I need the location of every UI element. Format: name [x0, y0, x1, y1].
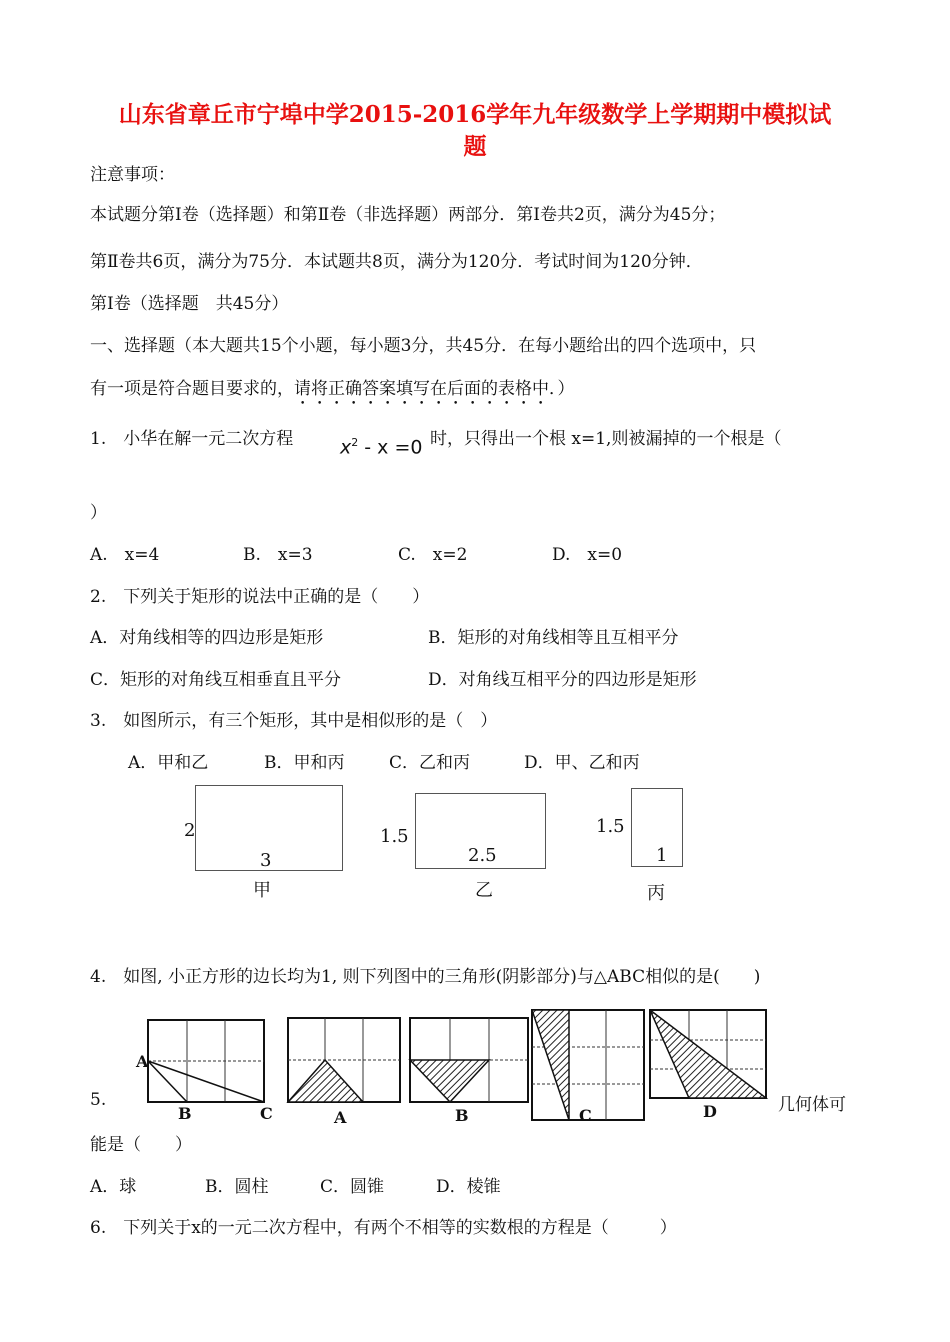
instruction-emphasis: 请将正确答案填写在后面的表格中 [294, 379, 549, 399]
q1-close: ） [90, 503, 107, 523]
q5-line2: 能是（ ） [90, 1135, 192, 1155]
q1-prefix: 1. 小华在解一元二次方程 [90, 429, 294, 449]
rect-yi-side-label: 1.5 [380, 826, 409, 847]
q6-stem: 6. 下列关于x的一元二次方程中，有两个不相等的实数根的方程是（ ） [90, 1218, 677, 1238]
q5-partial-text: 几何体可 [778, 1095, 846, 1115]
q5-option-d: D．棱锥 [436, 1177, 501, 1197]
instruction-text-a: 有一项是符合题目要求的， [90, 379, 294, 399]
equation-rest: - x =0 [358, 436, 423, 459]
q1-option-d: D. x=0 [552, 545, 623, 565]
q3-option-d: D．甲、乙和丙 [524, 753, 640, 773]
option-label-d: D [703, 1102, 717, 1121]
q4-stem: 4. 如图, 小正方形的边长均为1, 则下列图中的三角形(阴影部分)与△ABC相似的是( ) [90, 967, 761, 987]
rect-yi-bottom-label: 2.5 [468, 845, 497, 866]
rect-bing-side-label: 1.5 [596, 816, 625, 837]
page-title-line1: 山东省章丘市宁埠中学2015-2016学年九年级数学上学期期中模拟试 [118, 101, 832, 128]
grid-option-b [410, 1018, 528, 1102]
q2-option-c: C．矩形的对角线互相垂直且平分 [90, 670, 342, 690]
equation-exponent: 2 [351, 436, 359, 449]
rect-jia-name: 甲 [253, 880, 271, 901]
instruction-text-c: ．） [549, 379, 575, 399]
notice-line1: 本试题分第Ⅰ卷（选择题）和第Ⅱ卷（非选择题）两部分．第Ⅰ卷共2页，满分为45分； [90, 205, 726, 225]
equation-x: x [340, 436, 352, 459]
rect-yi-name: 乙 [475, 880, 493, 901]
q1-suffix: 时，只得出一个根 x=1,则被漏掉的一个根是（ [430, 429, 782, 449]
rect-bing-name: 丙 [647, 883, 665, 904]
q1-option-b: B. x=3 [243, 545, 313, 565]
grid-option-c [532, 1010, 644, 1120]
label-point-c: C [260, 1104, 273, 1123]
option-label-b: B [455, 1106, 469, 1125]
rect-bing-bottom-label: 1 [656, 845, 668, 866]
rect-jia-side-label: 2 [184, 820, 196, 841]
q1-equation [340, 436, 422, 458]
section1-instruction-line1: 一、选择题（本大题共15个小题，每小题3分，共45分．在每小题给出的四个选项中，只 [90, 336, 757, 356]
notice-heading: 注意事项： [90, 165, 175, 185]
q3-option-a: A．甲和乙 [128, 753, 209, 773]
section1-heading: 第Ⅰ卷（选择题 共45分） [90, 294, 289, 314]
q5-option-c: C．圆锥 [320, 1177, 385, 1197]
q5-option-b: B．圆柱 [205, 1177, 269, 1197]
option-label-a: A [334, 1108, 347, 1127]
q2-option-a: A．对角线相等的四边形是矩形 [90, 628, 324, 648]
grid-option-a [288, 1018, 400, 1102]
rect-jia-bottom-label: 3 [260, 850, 272, 871]
section1-instruction-line2 [90, 374, 575, 409]
grid-option-d [650, 1010, 766, 1098]
option-label-c: C [579, 1106, 592, 1125]
q5-option-a: A．球 [90, 1177, 137, 1197]
page-title-line2: 题 [463, 133, 487, 160]
q1-option-a: A. x=4 [90, 545, 160, 565]
q3-option-b: B．甲和丙 [264, 753, 345, 773]
notice-line2: 第Ⅱ卷共6页，满分为75分．本试题共8页，满分为120分．考试时间为120分钟． [90, 252, 703, 272]
q3-option-c: C．乙和丙 [389, 753, 471, 773]
q2-option-d: D．对角线互相平分的四边形是矩形 [428, 670, 697, 690]
grid-abc [148, 1020, 264, 1102]
q5-prefix: 5. [90, 1090, 107, 1110]
label-point-b: B [178, 1104, 192, 1123]
q2-stem: 2. 下列关于矩形的说法中正确的是（ ） [90, 587, 430, 607]
q3-stem: 3. 如图所示，有三个矩形，其中是相似形的是（ ） [90, 711, 498, 731]
q1-option-c: C. x=2 [398, 545, 468, 565]
q2-option-b: B．矩形的对角线相等且互相平分 [428, 628, 679, 648]
label-point-a: A [136, 1052, 149, 1071]
